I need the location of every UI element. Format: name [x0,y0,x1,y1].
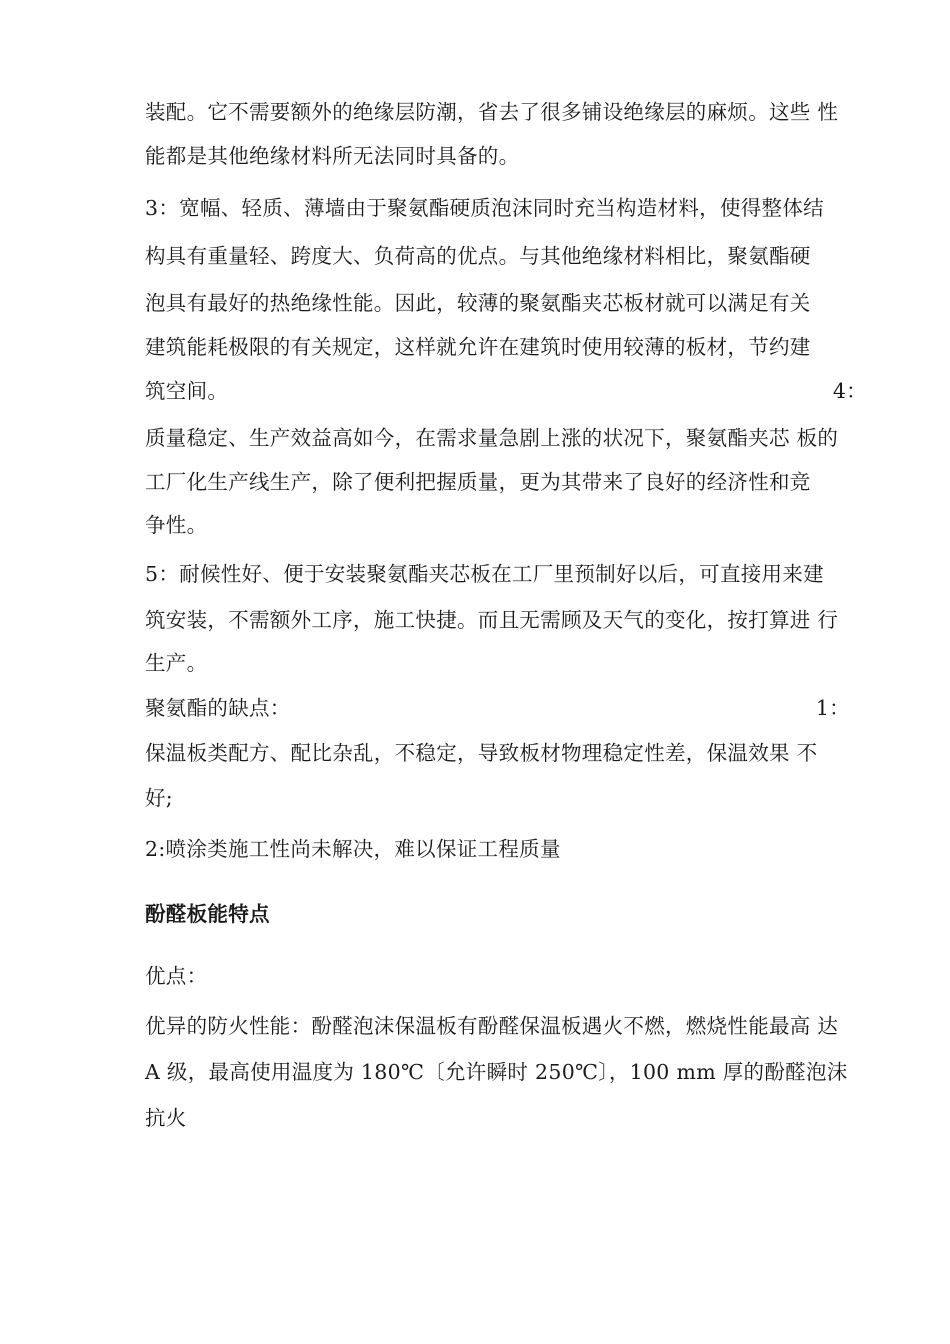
phenolic-line-1: 优异的防火性能：酚醛泡沫保温板有酚醛保温板遇火不燃，燃烧性能最高 达 [145,1014,839,1038]
text-line-15: 2:喷涂类施工性尚未解决，难以保证工程质量 [145,837,561,861]
text-line-2: 能都是其他绝缘材料所无法同时具备的。 [145,144,520,168]
text-line-7: 质量稳定、生产效益高如今，在需求量急剧上涨的状况下，聚氨酯夹芯 板的 [145,426,839,450]
text-line-14: 好; [145,786,174,810]
text-line-12: 生产。 [145,651,208,675]
text-line-1: 装配。它不需要额外的绝缘层防潮，省去了很多铺设绝缘层的麻烦。这些 性 [145,100,839,124]
text-line-13: 保温板类配方、配比杂乱，不稳定，导致板材物理稳定性差，保温效果 不 [145,741,818,765]
split-line-1-left: 筑空间。 [145,379,229,403]
text-line-6: 建筑能耗极限的有关规定，这样就允许在建筑时使用较薄的板材，节约建 [145,335,811,359]
text-line-10: 5：耐候性好、便于安装聚氨酯夹芯板在工厂里预制好以后，可直接用来建 [145,562,824,586]
split-line-2-left: 聚氨酯的缺点： [145,696,291,720]
text-line-5: 泡具有最好的热绝缘性能。因此，较薄的聚氨酯夹芯板材就可以满足有关 [145,291,811,315]
text-line-9: 争性。 [145,513,208,537]
text-line-3: 3：宽幅、轻质、薄墙由于聚氨酯硬质泡沫同时充当构造材料，使得整体结 [145,196,824,220]
phenolic-line-2: A 级，最高使用温度为 180℃〔允许瞬时 250℃〕，100 mm 厚的酚醛泡沫 [145,1060,848,1084]
text-line-4: 构具有重量轻、跨度大、负荷高的优点。与其他绝缘材料相比，聚氨酯硬 [145,244,811,268]
split-line-1-right: 4： [832,379,867,403]
text-line-11: 筑安装，不需额外工序，施工快捷。而且无需顾及天气的变化，按打算进 行 [145,608,839,632]
text-line-split-1 [145,377,867,405]
phenolic-line-3: 抗火 [145,1106,187,1130]
split-line-2-right: 1： [815,696,850,720]
advantages-label: 优点： [145,964,208,988]
text-line-8: 工厂化生产线生产，除了便利把握质量，更为其带来了良好的经济性和竞 [145,470,811,494]
section-heading: 酚醛板能特点 [145,902,270,926]
text-line-split-2 [145,694,850,722]
